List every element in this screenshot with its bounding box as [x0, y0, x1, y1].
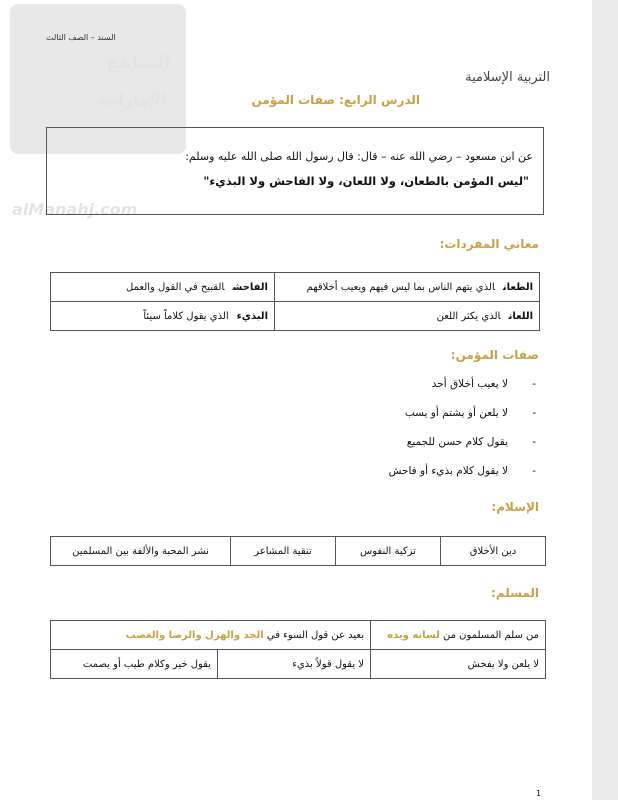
hadith-intro: عن ابن مسعود – رضي الله عنه – قال: قال رسول الله صلى الله عليه وسلم: [185, 150, 533, 163]
islam-table [50, 536, 546, 566]
page-number: 1 [536, 789, 542, 798]
muslim-cell: لا يقول قولاً بذيء [218, 650, 371, 679]
vocab-meaning: الذي يقول كلاماً سيئاً [143, 310, 229, 322]
header-small-label: السند – الصف الثالث [46, 33, 116, 42]
hadith-text: "ليس المؤمن بالطعان، ولا اللعان، ولا الفاحش ولا البذيء" [203, 174, 529, 188]
muslim-text: بعيد عن قول السوء في [263, 629, 364, 641]
vocab-term: اللعان [508, 310, 533, 322]
list-item: -لا يلعن أو يشتم أو يسب [404, 407, 536, 419]
trait-text: لا يعيب أخلاق أحد [431, 378, 508, 390]
muslim-text: من سلم المسلمون من [439, 629, 539, 641]
vocab-term: البذيء [236, 310, 268, 322]
vocabulary-heading: معاني المفردات: [439, 237, 539, 251]
islam-cell: نشر المحبة والألفة بين المسلمين [51, 537, 231, 566]
muslim-cell [371, 621, 546, 650]
vocab-meaning: القبيح في القول والعمل [126, 281, 225, 293]
trait-text: لا يلعن أو يشتم أو يسب [404, 407, 508, 419]
islam-cell: دين الأخلاق [441, 537, 546, 566]
muslim-cell: لا يلعن ولا يفحش [371, 650, 546, 679]
vocabulary-table [50, 272, 540, 331]
traits-list [389, 370, 536, 486]
vocab-cell [275, 302, 540, 331]
vocab-meaning: الذي يتهم الناس بما ليس فيهم ويعيب أخلاقهم [306, 281, 495, 293]
page-edge-shade [592, 0, 618, 800]
subject-title: التربية الإسلامية [465, 70, 550, 85]
lesson-title: الدرس الرابع: صفات المؤمن [251, 93, 420, 107]
table-row [51, 621, 546, 650]
vocab-cell [275, 273, 540, 302]
muslim-cell [51, 621, 371, 650]
list-item: -يقول كلام حسن للجميع [406, 436, 536, 448]
muslim-highlight: لسانه ويده [387, 629, 440, 641]
muslim-table [50, 620, 546, 679]
watermark-line2: الإماراتية [96, 90, 167, 109]
islam-cell: تنقية المشاعر [231, 537, 336, 566]
trait-text: لا يقول كلام بذيء أو فاحش [388, 465, 508, 477]
vocab-term: الطعان [502, 281, 533, 293]
muslim-heading: المسلم: [491, 586, 539, 600]
table-row [51, 650, 546, 679]
islam-heading: الإسلام: [491, 500, 539, 514]
vocab-meaning: الذي يكثر اللعن [436, 310, 501, 322]
list-item: -لا يعيب أخلاق أحد [431, 378, 536, 390]
muslim-cell: يقول خير وكلام طيب أو يصمت [51, 650, 218, 679]
table-row [51, 537, 546, 566]
list-item: -لا يقول كلام بذيء أو فاحش [388, 465, 536, 477]
watermark-site: alManahj.com [12, 200, 138, 219]
hadith-box [46, 127, 544, 215]
muslim-highlight: الجد والهزل والرضا والغضب [125, 629, 264, 641]
watermark-line1: المناهج [106, 52, 171, 73]
vocab-cell [51, 273, 275, 302]
table-row [51, 273, 540, 302]
vocab-cell [51, 302, 275, 331]
vocab-term: الفاحش [232, 281, 268, 293]
traits-heading: صفات المؤمن: [450, 348, 539, 362]
islam-cell: تزكية النفوس [336, 537, 441, 566]
trait-text: يقول كلام حسن للجميع [406, 436, 508, 448]
table-row [51, 302, 540, 331]
